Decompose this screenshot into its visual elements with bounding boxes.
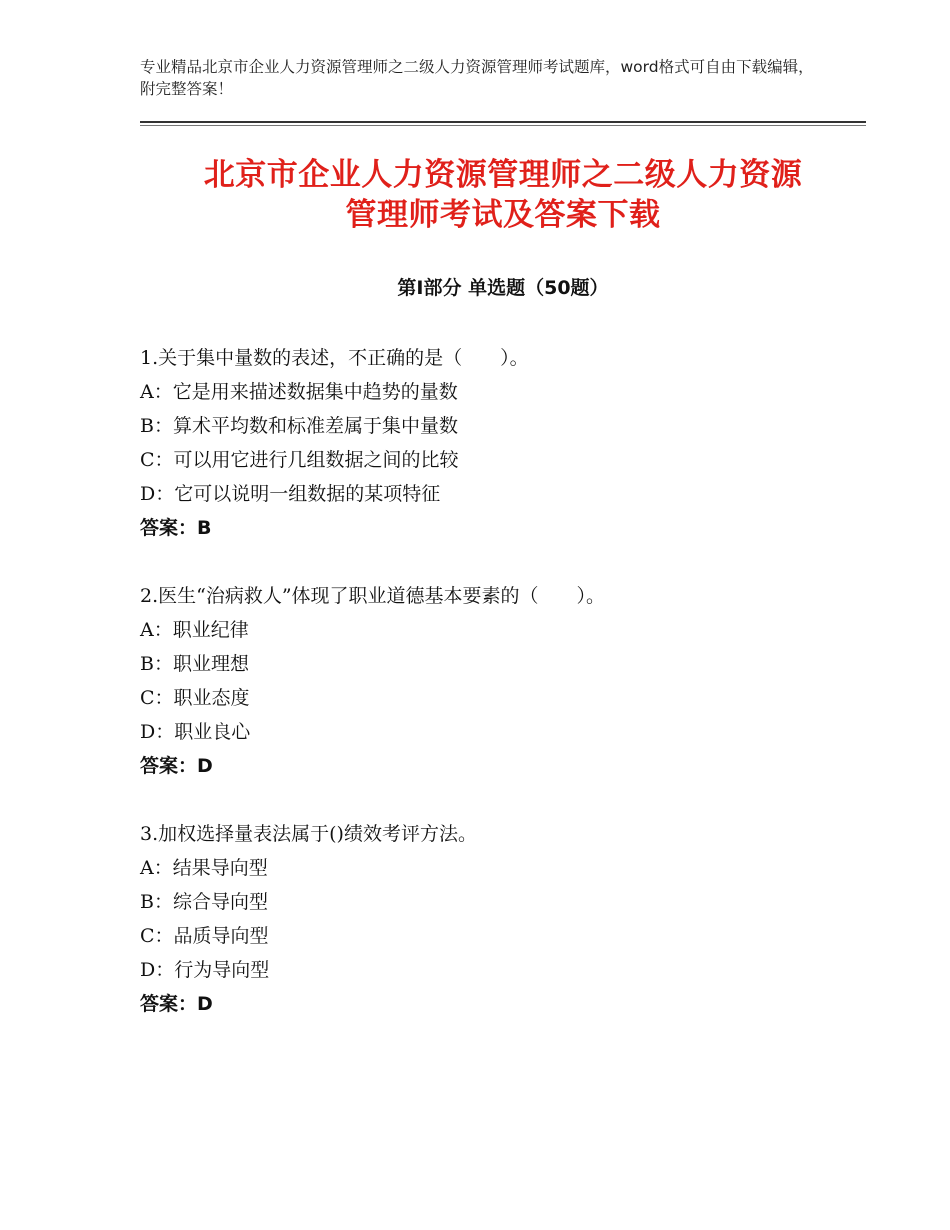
option-b: B：综合导向型 [140,891,268,913]
document-title [140,155,866,235]
header-divider-thin [140,125,866,126]
header-note: 专业精品北京市企业人力资源管理师之二级人力资源管理师考试题库，word格式可自由下载编辑，附完整答案！ [140,58,814,98]
option-c: C：职业态度 [140,687,250,709]
option-c: C：品质导向型 [140,925,269,947]
answer: 答案：B [140,517,212,539]
header-divider-thick [140,121,866,123]
answer: 答案：D [140,993,213,1015]
option-b: B：算术平均数和标准差属于集中量数 [140,415,458,437]
question-stem: 2.医生“治病救人”体现了职业道德基本要素的（ ）。 [140,585,606,607]
question-stem: 3.加权选择量表法属于()绩效考评方法。 [140,823,477,845]
question-2 [140,579,866,783]
question-3 [140,817,866,1021]
answer: 答案：D [140,755,213,777]
title-line-2: 管理师考试及答案下载 [345,197,661,233]
question-stem: 1.关于集中量数的表述，不正确的是（ ）。 [140,347,529,369]
option-d: D：职业良心 [140,721,251,743]
question-1 [140,341,866,545]
option-a: A：它是用来描述数据集中趋势的量数 [140,381,458,403]
option-b: B：职业理想 [140,653,249,675]
option-c: C：可以用它进行几组数据之间的比较 [140,449,459,471]
option-a: A：职业纪律 [140,619,249,641]
title-line-1: 北京市企业人力资源管理师之二级人力资源 [203,157,803,193]
option-a: A：结果导向型 [140,857,268,879]
section-title: 第Ⅰ部分 单选题（50题） [397,277,609,299]
option-d: D：行为导向型 [140,959,270,981]
option-d: D：它可以说明一组数据的某项特征 [140,483,441,505]
question-list [140,341,866,1055]
